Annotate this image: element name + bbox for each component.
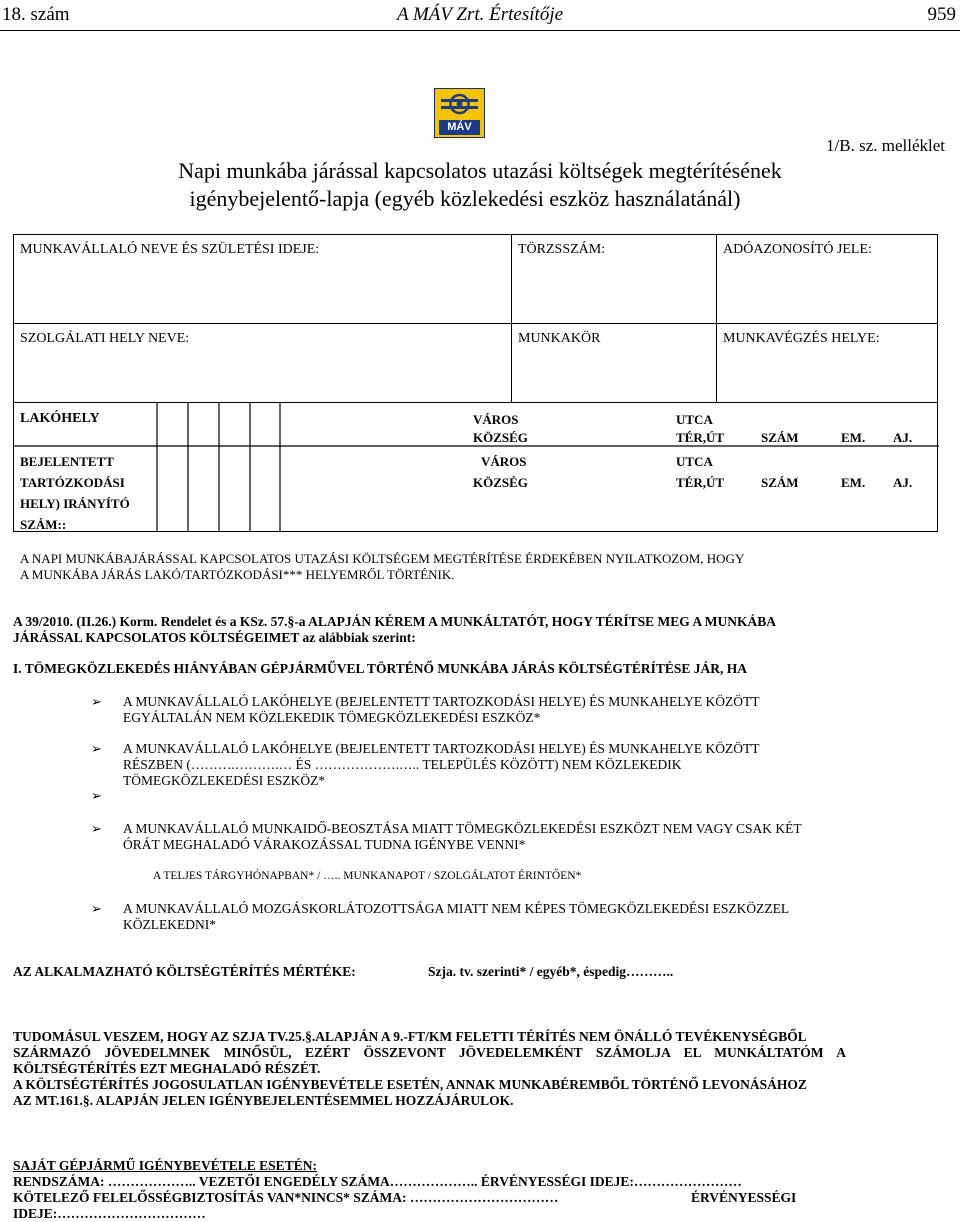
own-car-heading: SAJÁT GÉPJÁRMŰ IGÉNYBEVÉTELE ESETÉN:	[13, 1158, 317, 1173]
bullet-2-line3: TÖMEGKÖZLEKEDÉSI ESZKÖZ*	[123, 773, 326, 788]
job-label: MUNKAKÖR	[518, 331, 601, 346]
lakohely-varos: VÁROS	[473, 412, 519, 427]
adoazonosito-cell[interactable]	[717, 235, 938, 324]
bejelentett-label-3: HELY) IRÁNYÍTÓ	[20, 496, 130, 511]
workplace-label: SZOLGÁLATI HELY NEVE:	[20, 331, 190, 346]
bullet-4-line1: A MUNKAVÁLLALÓ MUNKAIDŐ-BEOSZTÁSA MIATT TÖMEGKÖZLEKEDÉSI ESZKÖZT NEM VAGY CSAK KÉT	[123, 821, 802, 836]
logo-text: MÁV	[439, 120, 480, 135]
form-title-line2: igénybejelentő-lapja (egyéb közlekedési eszköz használatánál)	[189, 186, 741, 211]
bejelentett-utca: UTCA	[676, 454, 713, 469]
statement-line1: A NAPI MUNKÁBAJÁRÁSSAL KAPCSOLATOS UTAZÁSI KÖLTSÉGEM MEGTÉRÍTÉSE ÉRDEKÉBEN NYILATKOZOM, HOGY	[20, 551, 745, 566]
bejelentett-label-2: TARTÓZKODÁSI	[20, 475, 125, 490]
lakohely-aj: AJ.	[893, 430, 913, 445]
notice-line2: SZÁRMAZÓ JÖVEDELMNEK MINŐSÜL, EZÉRT ÖSSZEVONT JÖVEDELEMKÉNT SZÁMOLJA EL MUNKÁLTATÓM A	[13, 1045, 846, 1060]
address-cell[interactable]	[14, 403, 938, 532]
own-car-line1[interactable]: RENDSZÁMA: ……………….. VEZETŐI ENGEDÉLY SZÁMA……………….. ÉRVÉNYESSÉGI IDEJE:……………………	[13, 1174, 742, 1189]
request-line1: A 39/2010. (II.26.) Korm. Rendelet és a KSz. 57.§-a ALAPJÁN KÉREM A MUNKÁLTATÓT, HOGY TÉRÍTSE MEG A MUNKÁBA	[13, 614, 777, 629]
job-cell[interactable]	[512, 324, 717, 403]
employee-name-label: MUNKAVÁLLALÓ NEVE ÉS SZÜLETÉSI IDEJE:	[20, 242, 320, 257]
attachment-label: 1/B. sz. melléklet	[826, 136, 945, 155]
bullet-2-line1: A MUNKAVÁLLALÓ LAKÓHELYE (BEJELENTETT TARTOZKODÁSI HELYE) ÉS MUNKAHELYE KÖZÖTT	[123, 741, 760, 756]
arrow-bullet-icon: ➢	[91, 742, 102, 757]
work-location-cell[interactable]	[717, 324, 938, 403]
rate-value: Szja. tv. szerinti* / egyéb*, éspedig………..	[428, 964, 674, 979]
rate-label: AZ ALKALMAZHATÓ KÖLTSÉGTÉRÍTÉS MÉRTÉKE:	[13, 964, 356, 979]
own-car-line2[interactable]: KÖTELEZŐ FELELŐSSÉGBIZTOSÍTÁS VAN*NINCS* SZÁMA: ……………………………	[13, 1190, 559, 1205]
page-section-label: 18. szám	[2, 4, 70, 25]
journal-title: A MÁV Zrt. Értesítője	[396, 4, 564, 25]
form-title-line1: Napi munkába járással kapcsolatos utazási költségek megtérítésének	[178, 158, 782, 183]
bejelentett-terut: TÉR,ÚT	[676, 475, 725, 490]
bejelentett-label-4: SZÁM::	[20, 517, 67, 532]
lakohely-terut: TÉR,ÚT	[676, 430, 725, 445]
bullet-5-line2: KÖZLEKEDNI*	[123, 917, 216, 932]
notice-line5: AZ MT.161.§. ALAPJÁN JELEN IGÉNYBEJELENTÉSEMMEL HOZZÁJÁRULOK.	[13, 1093, 514, 1108]
bejelentett-aj: AJ.	[893, 475, 913, 490]
mav-logo	[434, 88, 485, 138]
page-number: 959	[927, 4, 956, 25]
bullet-1-line2: EGYÁLTALÁN NEM KÖZLEKEDIK TÖMEGKÖZLEKEDÉSI ESZKÖZ*	[123, 710, 541, 725]
section-1-heading: I. TÖMEGKÖZLEKEDÉS HIÁNYÁBAN GÉPJÁRMŰVEL TÖRTÉNŐ MUNKÁBA JÁRÁS KÖLTSÉGTÉRÍTÉSE JÁR, HA	[13, 661, 748, 676]
notice-line3: KÖLTSÉGTÉRÍTÉS EZT MEGHALADÓ RÉSZÉT.	[13, 1061, 321, 1076]
arrow-bullet-icon: ➢	[91, 822, 102, 837]
own-car-validity-label: ÉRVÉNYESSÉGI	[691, 1190, 797, 1205]
bejelentett-em: EM.	[841, 475, 866, 490]
lakohely-szam: SZÁM	[761, 430, 799, 445]
statement-line2: A MUNKÁBA JÁRÁS LAKÓ/TARTÓZKODÁSI*** HELYEMRŐL TÖRTÉNIK.	[20, 567, 455, 582]
sub-option-line: A TELJES TÁRGYHÓNAPBAN* / ….. MUNKANAPOT / SZOLGÁLATOT ÉRINTŐEN*	[153, 870, 582, 882]
notice-line4: A KÖLTSÉGTÉRÍTÉS JOGOSULATLAN IGÉNYBEVÉTELE ESETÉN, ANNAK MUNKABÉREMBŐL TÖRTÉNŐ LEVONÁSÁHOZ	[13, 1077, 807, 1092]
work-location-label: MUNKAVÉGZÉS HELYE:	[723, 331, 880, 346]
request-line2: JÁRÁSSAL KAPCSOLATOS KÖLTSÉGEIMET az alábbiak szerint:	[13, 630, 416, 645]
bejelentett-varos: VÁROS	[481, 454, 527, 469]
arrow-bullet-icon: ➢	[91, 789, 102, 804]
employee-name-cell[interactable]	[14, 235, 512, 324]
arrow-bullet-icon: ➢	[91, 902, 102, 917]
arrow-bullet-icon: ➢	[91, 695, 102, 710]
workplace-cell[interactable]	[14, 324, 512, 403]
notice-line1: TUDOMÁSUL VESZEM, HOGY AZ SZJA TV.25.§.ALAPJÁN A 9.-FT/KM FELETTI TÉRÍTÉS NEM ÖNÁLLÓ TEVÉKENYSÉGBŐL	[13, 1029, 807, 1044]
bullet-2-line2: RÉSZBEN (……….……….… ÉS ……………….….. TELEPÜLÉS KÖZÖTT) NEM KÖZLEKEDIK	[123, 757, 682, 772]
lakohely-utca: UTCA	[676, 412, 713, 427]
lakohely-em: EM.	[841, 430, 866, 445]
bullet-4-line2: ÓRÁT MEGHALADÓ VÁRAKOZÁSSAL TUDNA IGÉNYBE VENNI*	[123, 837, 526, 852]
bejelentett-szam: SZÁM	[761, 475, 799, 490]
torzsszam-label: TÖRZSSZÁM:	[518, 242, 606, 257]
adoazonosito-label: ADÓAZONOSÍTÓ JELE:	[723, 242, 872, 257]
bejelentett-kozseg: KÖZSÉG	[473, 475, 528, 490]
torzsszam-cell[interactable]	[512, 235, 717, 324]
header-rule	[0, 30, 960, 31]
bullet-1-line1: A MUNKAVÁLLALÓ LAKÓHELYE (BEJELENTETT TARTOZKODÁSI HELYE) ÉS MUNKAHELYE KÖZÖTT	[123, 694, 760, 709]
mav-wheel-icon	[435, 89, 484, 119]
employee-data-table	[13, 234, 938, 532]
bullet-5-line1: A MUNKAVÁLLALÓ MOZGÁSKORLÁTOZOTTSÁGA MIATT NEM KÉPES TÖMEGKÖZLEKEDÉSI ESZKÖZZEL	[123, 901, 790, 916]
lakohely-label: LAKÓHELY	[20, 411, 100, 426]
own-car-line3[interactable]: IDEJE:……………………………	[13, 1206, 206, 1221]
bejelentett-label-1: BEJELENTETT	[20, 454, 114, 469]
lakohely-kozseg: KÖZSÉG	[473, 430, 528, 445]
